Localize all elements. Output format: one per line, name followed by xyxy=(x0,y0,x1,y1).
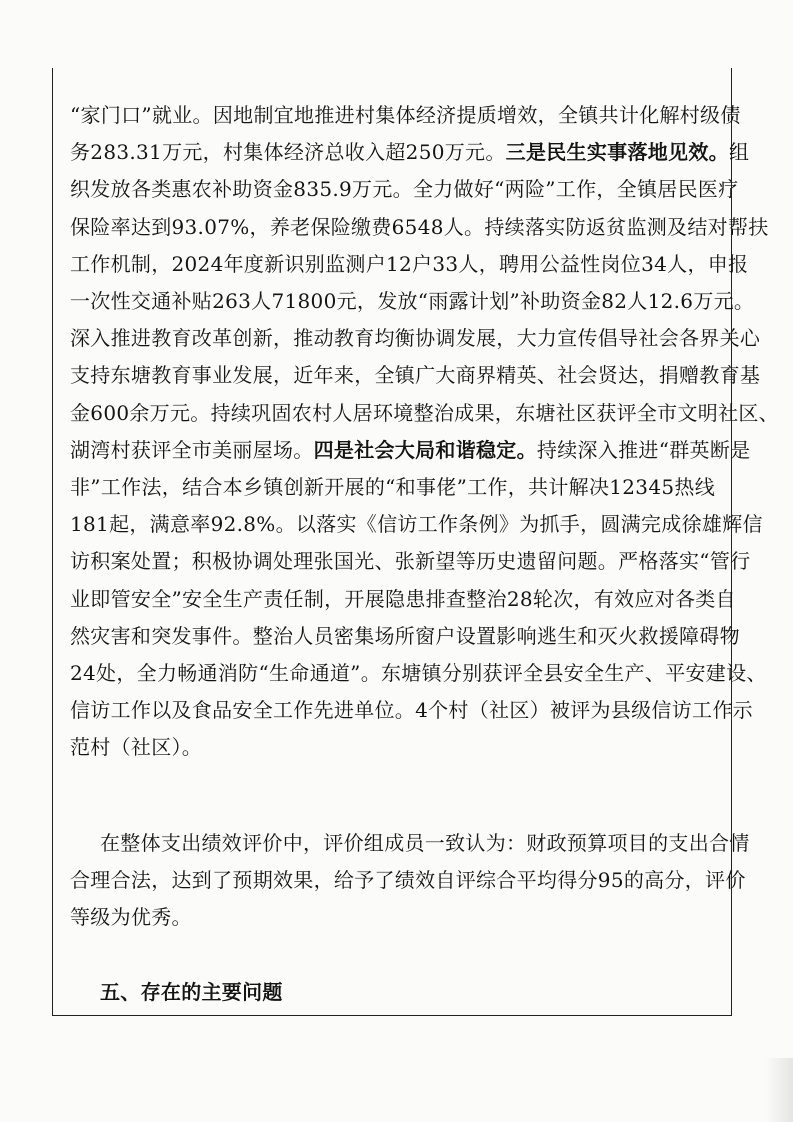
paragraph-line xyxy=(70,396,779,430)
paragraph-line xyxy=(70,433,751,467)
line-text: 合理合法，达到了预期效果，给予了绩效自评综合平均得分95的高分，评价 xyxy=(70,868,746,893)
line-text: 组 xyxy=(728,140,750,165)
paragraph-line xyxy=(70,619,740,653)
paragraph-line xyxy=(70,172,739,206)
line-text: 业即管安全”安全生产责任制，开展隐患排查整治28轮次，有效应对各类自 xyxy=(70,586,736,611)
line-text: 支持东塘教育事业发展，近年来，全镇广大商界精英、社会贤达，捐赠教育基 xyxy=(70,363,761,388)
paragraph-line xyxy=(70,900,715,934)
line-text: 工作机制，2024年度新识别监测户12户33人，聘用公益性岗位34人，申报 xyxy=(70,251,749,276)
line-text: 持续深入推进“群英断是 xyxy=(536,437,751,462)
paragraph-line xyxy=(70,863,746,897)
scan-edge-mark xyxy=(765,1058,793,1122)
line-text: 范村（社区）。 xyxy=(70,735,203,760)
line-text: 保险率达到93.07%，养老保险缴费6548人。持续落实防返贫监测及结对帮扶 xyxy=(70,214,769,239)
paragraph-line xyxy=(100,826,750,860)
paragraph-line xyxy=(70,321,761,355)
line-text: “家门口”就业。因地制宜地推进村集体经济提质增效，全镇共计化解村级债 xyxy=(70,103,741,127)
paragraph-line xyxy=(70,284,755,318)
paragraph-line xyxy=(70,730,715,764)
line-text: 非”工作法，结合本乡镇创新开展的“和事佬”工作，共计解决12345热线 xyxy=(70,475,715,499)
bold-lead-phrase: 三是民生实事落地见效。 xyxy=(505,140,729,165)
line-text: 然灾害和突发事件。整治人员密集场所窗户设置影响逃生和灭火救援障碍物 xyxy=(70,623,740,648)
paragraph-line xyxy=(70,210,769,244)
paragraph-line xyxy=(70,247,749,281)
line-text: 在整体支出绩效评价中，评价组成员一致认为：财政预算项目的支出合情 xyxy=(100,831,750,855)
line-text: 深入推进教育改革创新，推动教育均衡协调发展，大力宣传倡导社会各界关心 xyxy=(70,326,761,351)
paragraph-line xyxy=(70,544,751,578)
section-heading: 五、存在的主要问题 xyxy=(100,980,283,1004)
line-text: 金600余万元。持续巩固农村人居环境整治成果，东塘社区获评全市文明社区、 xyxy=(70,400,779,425)
paragraph-line xyxy=(70,582,736,616)
paragraph-line xyxy=(70,358,761,392)
paragraph-line xyxy=(70,507,763,541)
paragraph-line xyxy=(70,656,767,690)
paragraph-line xyxy=(70,470,715,504)
paragraph-line xyxy=(70,693,753,727)
line-text: 一次性交通补贴263人71800元，发放“雨露计划”补助资金82人12.6万元。 xyxy=(70,289,755,313)
line-text: 务283.31万元，村集体经济总收入超250万元。 xyxy=(70,140,506,165)
line-text: 织发放各类惠农补助资金835.9万元。全力做好“两险”工作，全镇居民医疗 xyxy=(70,177,739,202)
line-text: 访积案处置；积极协调处理张国光、张新望等历史遗留问题。严格落实“管行 xyxy=(70,549,751,574)
paragraph-line xyxy=(70,98,741,132)
bold-lead-phrase: 四是社会大局和谐稳定。 xyxy=(313,437,537,462)
line-text: 信访工作以及食品安全工作先进单位。4个村（社区）被评为县级信访工作示 xyxy=(70,698,753,723)
line-text: 181起，满意率92.8%。以落实《信访工作条例》为抓手，圆满完成徐雄辉信 xyxy=(70,512,763,537)
paragraph-line xyxy=(70,135,750,169)
line-text: 等级为优秀。 xyxy=(70,905,192,930)
line-text: 湖湾村获评全市美丽屋场。 xyxy=(70,437,314,462)
line-text: 24处，全力畅通消防“生命通道”。东塘镇分别获评全县安全生产、平安建设、 xyxy=(70,661,767,685)
